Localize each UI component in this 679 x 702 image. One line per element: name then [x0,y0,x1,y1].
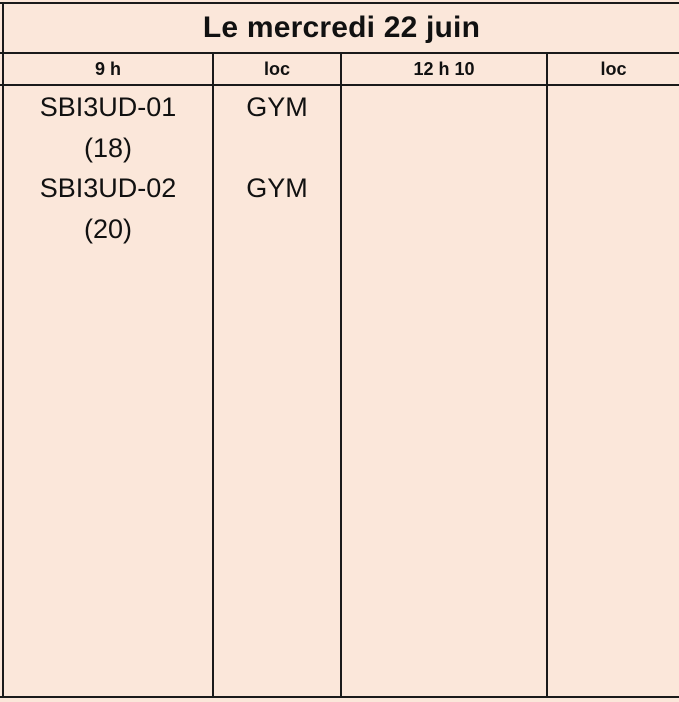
row-1-course: SBI3UD-01 [39,92,177,122]
header-loc-2: loc [600,58,627,79]
row-2-count: (20) [83,214,132,244]
header-time-12h10: 12 h 10 [413,58,475,79]
row-1-count: (18) [83,133,132,163]
row-1-location: GYM [246,92,308,122]
col-divider-2 [340,52,342,698]
header-loc-1: loc [263,58,290,79]
col-divider-3 [546,52,548,698]
header-time-9h: 9 h [94,58,121,79]
row-2-location: GYM [246,173,308,203]
page-title: Le mercredi 22 juin [202,11,481,44]
row-2-course: SBI3UD-02 [39,173,177,203]
col-divider-1 [212,52,214,698]
